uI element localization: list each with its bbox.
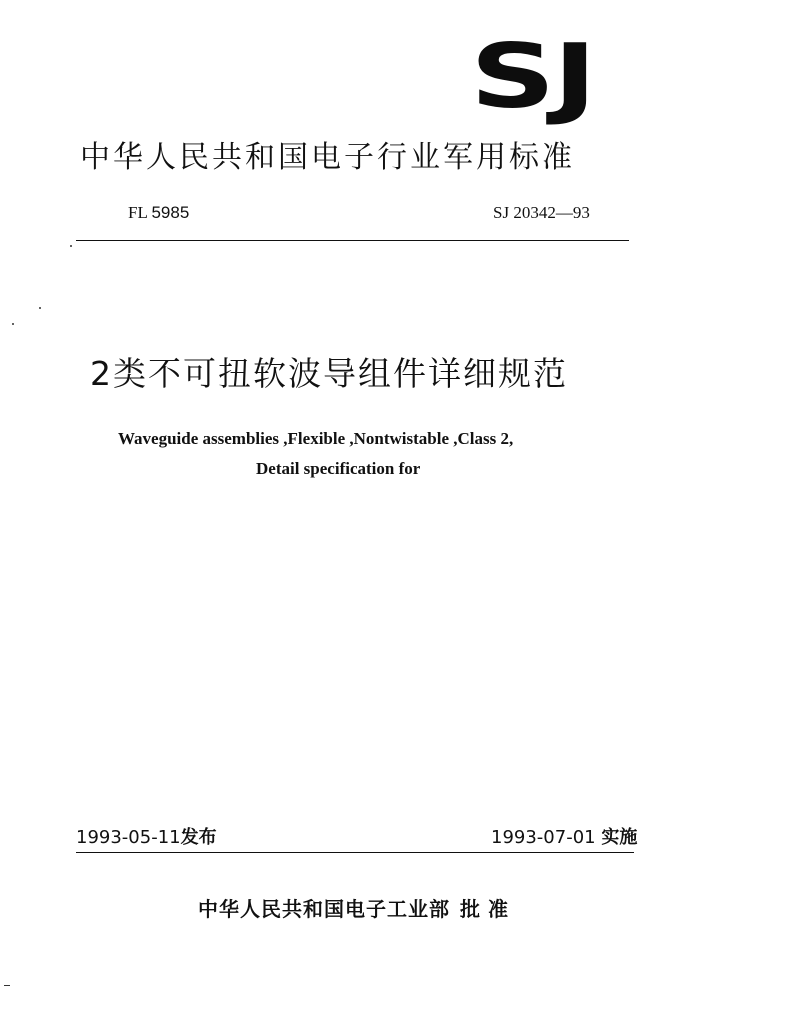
approving-authority: 中华人民共和国电子工业部 bbox=[198, 897, 450, 921]
classification-prefix: FL bbox=[128, 203, 148, 222]
document-title-chinese: 2类不可扭软波导组件详细规范 bbox=[90, 354, 568, 393]
scan-speck bbox=[70, 245, 72, 247]
scan-speck bbox=[39, 307, 41, 309]
effective-date bbox=[491, 826, 637, 850]
issue-date bbox=[76, 826, 217, 850]
standard-category-title: 中华人民共和国电子行业军用标准 bbox=[80, 140, 575, 175]
issue-date-value: 1993-05-11 bbox=[76, 827, 181, 848]
effective-date-label: 实施 bbox=[601, 827, 638, 848]
issue-date-label: 发布 bbox=[180, 827, 217, 848]
scan-speck bbox=[4, 985, 10, 986]
classification-number: 5985 bbox=[151, 203, 190, 222]
standard-number: SJ 20342—93 bbox=[493, 203, 590, 222]
document-title-english-line-1: Waveguide assemblies ,Flexible ,Nontwistable ,Class 2, bbox=[118, 429, 514, 448]
effective-date-value: 1993-07-01 bbox=[491, 827, 596, 848]
sj-logo: SJ bbox=[470, 25, 595, 128]
scan-speck bbox=[12, 323, 14, 325]
footer-divider bbox=[76, 852, 634, 853]
classification-code bbox=[128, 202, 189, 224]
approval-label: 批准 bbox=[460, 897, 516, 921]
header-divider bbox=[76, 240, 629, 241]
document-title-english-line-2: Detail specification for bbox=[256, 459, 421, 478]
